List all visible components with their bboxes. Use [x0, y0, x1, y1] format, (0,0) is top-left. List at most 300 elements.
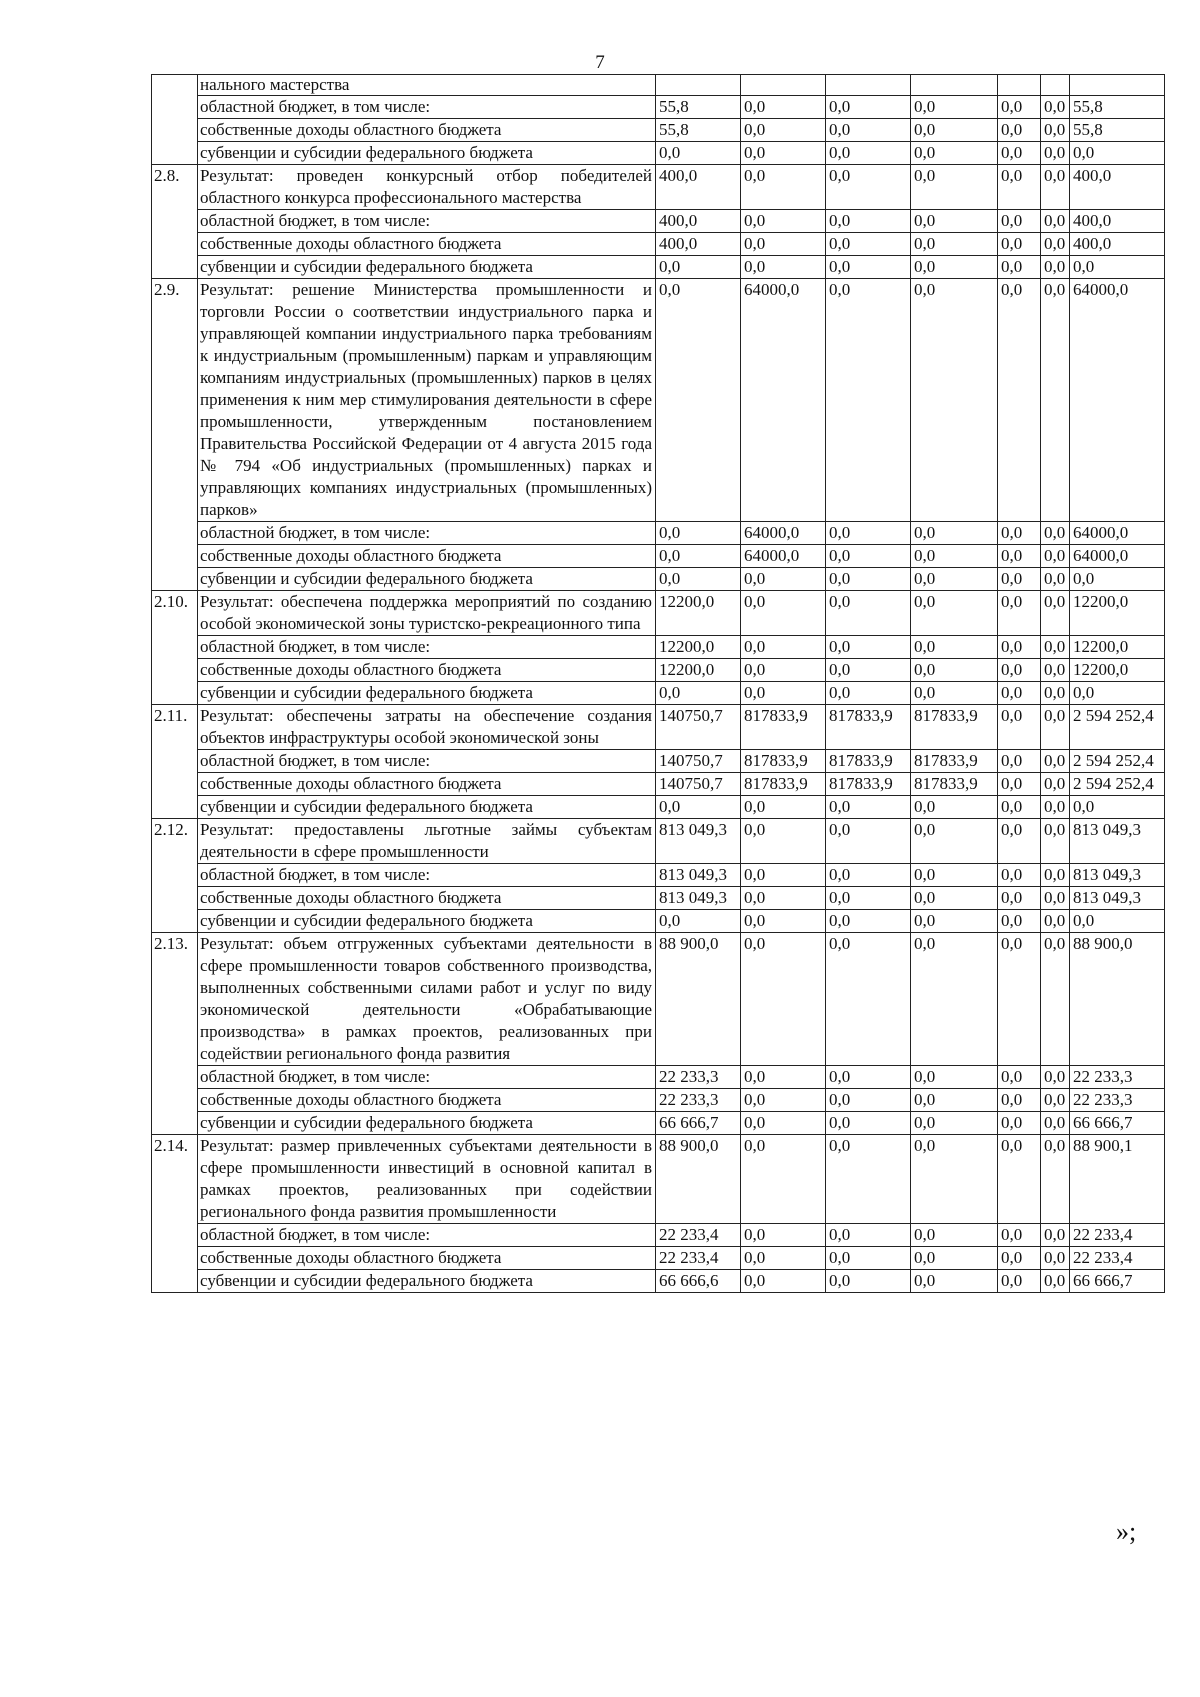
- value-cell: 0,0: [998, 1224, 1041, 1247]
- table-row: [152, 682, 1165, 705]
- table-row: [152, 210, 1165, 233]
- value-cell: 0,0: [826, 591, 911, 636]
- value-cell: 0,0: [741, 1089, 826, 1112]
- result-description-cell: Результат: размер привлеченных субъектами деятельности в сфере промышленности инвестиций в основной капитал в рамках проектов, реализованных при содействии регионального фонда развития промышленности: [198, 1135, 656, 1224]
- value-cell: 0,0: [1070, 910, 1165, 933]
- row-number-cell: 2.10.: [152, 591, 198, 705]
- value-cell: 64000,0: [741, 522, 826, 545]
- value-cell: 2 594 252,4: [1070, 773, 1165, 796]
- value-cell: 400,0: [1070, 165, 1165, 210]
- value-cell: 0,0: [1041, 887, 1070, 910]
- value-cell: 0,0: [826, 887, 911, 910]
- value-cell: 0,0: [1041, 659, 1070, 682]
- value-cell: 817833,9: [826, 773, 911, 796]
- budget-line-cell: собственные доходы областного бюджета: [198, 119, 656, 142]
- value-cell: 0,0: [998, 887, 1041, 910]
- table-row: [152, 522, 1165, 545]
- value-cell: 0,0: [1041, 819, 1070, 864]
- value-cell: 0,0: [741, 1247, 826, 1270]
- value-cell: 817833,9: [826, 750, 911, 773]
- value-cell: 0,0: [826, 279, 911, 522]
- value-cell: 0,0: [1041, 705, 1070, 750]
- value-cell: 0,0: [1041, 142, 1070, 165]
- budget-line-cell: областной бюджет, в том числе:: [198, 1224, 656, 1247]
- value-cell: 0,0: [998, 773, 1041, 796]
- value-cell: 0,0: [1070, 142, 1165, 165]
- value-cell: 817833,9: [911, 750, 998, 773]
- value-cell: 0,0: [1041, 591, 1070, 636]
- value-cell: 0,0: [911, 119, 998, 142]
- value-cell: 813 049,3: [656, 887, 741, 910]
- value-cell: 88 900,0: [656, 1135, 741, 1224]
- value-cell: 0,0: [998, 864, 1041, 887]
- row-number-cell: 2.11.: [152, 705, 198, 819]
- value-cell: 0,0: [911, 96, 998, 119]
- budget-line-cell: субвенции и субсидии федерального бюджета: [198, 568, 656, 591]
- value-cell: 0,0: [998, 119, 1041, 142]
- budget-line-cell: областной бюджет, в том числе:: [198, 636, 656, 659]
- value-cell: 0,0: [998, 256, 1041, 279]
- value-cell: 0,0: [1041, 522, 1070, 545]
- value-cell: 0,0: [911, 864, 998, 887]
- value-cell: 22 233,4: [1070, 1247, 1165, 1270]
- value-cell: [911, 75, 998, 96]
- value-cell: 0,0: [998, 1089, 1041, 1112]
- value-cell: 0,0: [656, 910, 741, 933]
- result-description-cell: Результат: предоставлены льготные займы субъектам деятельности в сфере промышленности: [198, 819, 656, 864]
- value-cell: 817833,9: [741, 750, 826, 773]
- value-cell: 0,0: [911, 887, 998, 910]
- value-cell: 0,0: [998, 682, 1041, 705]
- value-cell: 0,0: [656, 682, 741, 705]
- value-cell: 0,0: [826, 165, 911, 210]
- value-cell: 22 233,4: [1070, 1224, 1165, 1247]
- value-cell: 88 900,1: [1070, 1135, 1165, 1224]
- value-cell: 817833,9: [911, 773, 998, 796]
- value-cell: 0,0: [741, 591, 826, 636]
- budget-line-cell: субвенции и субсидии федерального бюджета: [198, 682, 656, 705]
- value-cell: 0,0: [911, 256, 998, 279]
- value-cell: 0,0: [826, 233, 911, 256]
- value-cell: 400,0: [656, 233, 741, 256]
- table-row: [152, 279, 1165, 522]
- row-number-cell: 2.9.: [152, 279, 198, 591]
- value-cell: 0,0: [998, 142, 1041, 165]
- value-cell: 0,0: [741, 659, 826, 682]
- row-number-cell: 2.8.: [152, 165, 198, 279]
- value-cell: 0,0: [911, 682, 998, 705]
- value-cell: 0,0: [911, 1270, 998, 1293]
- value-cell: 0,0: [998, 279, 1041, 522]
- value-cell: 55,8: [656, 119, 741, 142]
- value-cell: 140750,7: [656, 750, 741, 773]
- value-cell: 0,0: [656, 796, 741, 819]
- table-body: [152, 75, 1165, 1293]
- value-cell: 66 666,7: [1070, 1112, 1165, 1135]
- value-cell: [998, 75, 1041, 96]
- value-cell: 0,0: [741, 864, 826, 887]
- budget-line-cell: собственные доходы областного бюджета: [198, 659, 656, 682]
- value-cell: 0,0: [911, 522, 998, 545]
- budget-line-cell: областной бюджет, в том числе:: [198, 96, 656, 119]
- value-cell: 0,0: [998, 210, 1041, 233]
- value-cell: 0,0: [826, 1112, 911, 1135]
- value-cell: 0,0: [998, 591, 1041, 636]
- budget-line-cell: областной бюджет, в том числе:: [198, 210, 656, 233]
- value-cell: 0,0: [911, 1089, 998, 1112]
- value-cell: 0,0: [1070, 796, 1165, 819]
- value-cell: 0,0: [998, 1247, 1041, 1270]
- value-cell: 0,0: [911, 636, 998, 659]
- budget-line-cell: субвенции и субсидии федерального бюджета: [198, 1112, 656, 1135]
- value-cell: 64000,0: [741, 545, 826, 568]
- value-cell: 0,0: [998, 796, 1041, 819]
- value-cell: 0,0: [656, 545, 741, 568]
- value-cell: 12200,0: [656, 591, 741, 636]
- value-cell: 0,0: [911, 210, 998, 233]
- value-cell: 0,0: [1041, 1270, 1070, 1293]
- value-cell: 817833,9: [741, 773, 826, 796]
- budget-line-cell: субвенции и субсидии федерального бюджета: [198, 1270, 656, 1293]
- value-cell: 0,0: [741, 165, 826, 210]
- value-cell: [1070, 75, 1165, 96]
- table-row: [152, 142, 1165, 165]
- value-cell: 66 666,7: [656, 1112, 741, 1135]
- value-cell: 0,0: [911, 1135, 998, 1224]
- value-cell: 0,0: [741, 119, 826, 142]
- closing-quote-mark: »;: [1116, 1517, 1137, 1546]
- value-cell: 22 233,3: [1070, 1066, 1165, 1089]
- value-cell: 0,0: [826, 796, 911, 819]
- value-cell: 0,0: [741, 910, 826, 933]
- value-cell: 0,0: [826, 142, 911, 165]
- value-cell: 0,0: [911, 1066, 998, 1089]
- table-row: [152, 1224, 1165, 1247]
- value-cell: 0,0: [656, 522, 741, 545]
- budget-line-cell: областной бюджет, в том числе:: [198, 750, 656, 773]
- table-row: [152, 1112, 1165, 1135]
- table-row: [152, 796, 1165, 819]
- value-cell: 0,0: [911, 1224, 998, 1247]
- row-number-cell: 2.13.: [152, 933, 198, 1135]
- row-number-cell: [152, 75, 198, 165]
- value-cell: 0,0: [826, 819, 911, 864]
- value-cell: 0,0: [741, 682, 826, 705]
- value-cell: 0,0: [1070, 256, 1165, 279]
- budget-line-cell: областной бюджет, в том числе:: [198, 1066, 656, 1089]
- value-cell: 0,0: [826, 256, 911, 279]
- value-cell: 0,0: [911, 279, 998, 522]
- value-cell: 22 233,3: [656, 1066, 741, 1089]
- value-cell: 0,0: [741, 636, 826, 659]
- table-row: [152, 819, 1165, 864]
- value-cell: 0,0: [911, 1112, 998, 1135]
- value-cell: 817833,9: [826, 705, 911, 750]
- budget-line-cell: собственные доходы областного бюджета: [198, 233, 656, 256]
- value-cell: 0,0: [1041, 1135, 1070, 1224]
- value-cell: 0,0: [741, 819, 826, 864]
- table-row: [152, 773, 1165, 796]
- value-cell: 55,8: [656, 96, 741, 119]
- value-cell: 0,0: [1041, 773, 1070, 796]
- value-cell: 0,0: [998, 1270, 1041, 1293]
- value-cell: 0,0: [998, 568, 1041, 591]
- value-cell: 0,0: [998, 522, 1041, 545]
- value-cell: 66 666,6: [656, 1270, 741, 1293]
- value-cell: 22 233,4: [656, 1247, 741, 1270]
- value-cell: 0,0: [1041, 1066, 1070, 1089]
- value-cell: 813 049,3: [656, 864, 741, 887]
- value-cell: 0,0: [998, 819, 1041, 864]
- value-cell: 0,0: [1041, 545, 1070, 568]
- result-description-cell: Результат: проведен конкурсный отбор победителей областного конкурса профессионального мастерства: [198, 165, 656, 210]
- budget-line-cell: собственные доходы областного бюджета: [198, 773, 656, 796]
- value-cell: 0,0: [911, 591, 998, 636]
- value-cell: 0,0: [998, 659, 1041, 682]
- value-cell: 0,0: [911, 1247, 998, 1270]
- value-cell: 0,0: [1041, 682, 1070, 705]
- value-cell: 0,0: [911, 233, 998, 256]
- value-cell: 64000,0: [1070, 545, 1165, 568]
- value-cell: 0,0: [741, 1270, 826, 1293]
- value-cell: 0,0: [911, 819, 998, 864]
- value-cell: 0,0: [911, 568, 998, 591]
- budget-line-cell: собственные доходы областного бюджета: [198, 545, 656, 568]
- value-cell: 0,0: [998, 1066, 1041, 1089]
- value-cell: [826, 75, 911, 96]
- table-row: [152, 119, 1165, 142]
- value-cell: 2 594 252,4: [1070, 750, 1165, 773]
- result-description-cell: Результат: решение Министерства промышленности и торговли России о соответствии индустриального парка и управляющей компании индустриального парка требованиям к индустриальным (промышленным) паркам и управляющим компаниям индустриальных (промышленных) парков в целях применения к ним мер стимулирования деятельности в сфере промышленности, утвержденным постановлением Правительства Российской Федерации от 4 августа 2015 года № 794 «Об индустриальных (промышленных) парках и управляющих компаниях индустриальных (промышленных) парков»: [198, 279, 656, 522]
- value-cell: 400,0: [656, 210, 741, 233]
- table-row: [152, 96, 1165, 119]
- budget-table: [151, 74, 1165, 1293]
- value-cell: 12200,0: [656, 636, 741, 659]
- value-cell: 0,0: [998, 910, 1041, 933]
- value-cell: 0,0: [1041, 568, 1070, 591]
- budget-line-cell: субвенции и субсидии федерального бюджета: [198, 142, 656, 165]
- value-cell: 0,0: [826, 545, 911, 568]
- budget-line-cell: субвенции и субсидии федерального бюджета: [198, 256, 656, 279]
- value-cell: 0,0: [741, 1066, 826, 1089]
- value-cell: 0,0: [998, 705, 1041, 750]
- table-row: [152, 1135, 1165, 1224]
- budget-line-cell: областной бюджет, в том числе:: [198, 864, 656, 887]
- table-row: [152, 256, 1165, 279]
- table-row: [152, 933, 1165, 1066]
- value-cell: 0,0: [741, 96, 826, 119]
- value-cell: [656, 75, 741, 96]
- value-cell: 0,0: [1041, 256, 1070, 279]
- table-row: [152, 233, 1165, 256]
- value-cell: [741, 75, 826, 96]
- result-description-cell: Результат: обеспечена поддержка мероприятий по созданию особой экономической зоны туристско-рекреационного типа: [198, 591, 656, 636]
- value-cell: 0,0: [826, 522, 911, 545]
- value-cell: 0,0: [911, 933, 998, 1066]
- table-row: [152, 1066, 1165, 1089]
- value-cell: 0,0: [741, 568, 826, 591]
- value-cell: 0,0: [826, 910, 911, 933]
- value-cell: 0,0: [741, 796, 826, 819]
- value-cell: 0,0: [826, 1247, 911, 1270]
- value-cell: 12200,0: [1070, 636, 1165, 659]
- row-number-cell: 2.12.: [152, 819, 198, 933]
- table-row: [152, 1247, 1165, 1270]
- value-cell: 0,0: [1041, 864, 1070, 887]
- value-cell: 88 900,0: [1070, 933, 1165, 1066]
- value-cell: 64000,0: [1070, 522, 1165, 545]
- value-cell: 400,0: [1070, 233, 1165, 256]
- value-cell: 0,0: [1041, 910, 1070, 933]
- value-cell: 22 233,3: [1070, 1089, 1165, 1112]
- value-cell: 22 233,3: [656, 1089, 741, 1112]
- value-cell: 0,0: [826, 682, 911, 705]
- value-cell: 0,0: [826, 1224, 911, 1247]
- value-cell: 0,0: [741, 887, 826, 910]
- value-cell: 0,0: [998, 545, 1041, 568]
- result-description-cell: Результат: объем отгруженных субъектами деятельности в сфере промышленности товаров собственного производства, выполненных собственными силами работ и услуг по виду экономической деятельности «Обрабатывающие производства» в рамках проектов, реализованных при содействии регионального фонда развития: [198, 933, 656, 1066]
- value-cell: 0,0: [1041, 1247, 1070, 1270]
- value-cell: 0,0: [741, 1112, 826, 1135]
- value-cell: 0,0: [1041, 96, 1070, 119]
- value-cell: 0,0: [656, 142, 741, 165]
- value-cell: 55,8: [1070, 96, 1165, 119]
- value-cell: 0,0: [1041, 1112, 1070, 1135]
- value-cell: 0,0: [1041, 636, 1070, 659]
- value-cell: 0,0: [1041, 750, 1070, 773]
- table-row: [152, 636, 1165, 659]
- value-cell: 66 666,7: [1070, 1270, 1165, 1293]
- value-cell: 64000,0: [1070, 279, 1165, 522]
- budget-line-cell: субвенции и субсидии федерального бюджета: [198, 910, 656, 933]
- budget-line-cell: собственные доходы областного бюджета: [198, 1247, 656, 1270]
- value-cell: 817833,9: [911, 705, 998, 750]
- table-row: [152, 910, 1165, 933]
- value-cell: [1041, 75, 1070, 96]
- value-cell: 0,0: [1041, 796, 1070, 819]
- value-cell: 813 049,3: [1070, 887, 1165, 910]
- value-cell: 0,0: [998, 933, 1041, 1066]
- value-cell: 0,0: [741, 142, 826, 165]
- table-row: [152, 750, 1165, 773]
- value-cell: 0,0: [826, 1135, 911, 1224]
- value-cell: 0,0: [1041, 210, 1070, 233]
- value-cell: 817833,9: [741, 705, 826, 750]
- table-row: [152, 659, 1165, 682]
- value-cell: 0,0: [1041, 1089, 1070, 1112]
- value-cell: 0,0: [1070, 568, 1165, 591]
- value-cell: 0,0: [1041, 165, 1070, 210]
- budget-line-cell: областной бюджет, в том числе:: [198, 522, 656, 545]
- value-cell: 0,0: [911, 796, 998, 819]
- value-cell: 813 049,3: [1070, 864, 1165, 887]
- value-cell: 0,0: [1041, 933, 1070, 1066]
- table-row: [152, 864, 1165, 887]
- value-cell: 0,0: [1041, 119, 1070, 142]
- value-cell: 12200,0: [1070, 659, 1165, 682]
- value-cell: 0,0: [998, 1112, 1041, 1135]
- value-cell: 0,0: [911, 545, 998, 568]
- result-description-cell: Результат: обеспечены затраты на обеспечение создания объектов инфраструктуры особой экономической зоны: [198, 705, 656, 750]
- value-cell: 400,0: [656, 165, 741, 210]
- value-cell: 0,0: [911, 142, 998, 165]
- value-cell: 0,0: [998, 96, 1041, 119]
- page-number: 7: [595, 52, 605, 73]
- table-row: [152, 705, 1165, 750]
- value-cell: 0,0: [911, 910, 998, 933]
- row-number-cell: 2.14.: [152, 1135, 198, 1293]
- table-row: [152, 545, 1165, 568]
- value-cell: 0,0: [826, 636, 911, 659]
- value-cell: 0,0: [656, 279, 741, 522]
- value-cell: 12200,0: [1070, 591, 1165, 636]
- value-cell: 0,0: [911, 659, 998, 682]
- value-cell: 0,0: [1041, 233, 1070, 256]
- value-cell: 0,0: [1070, 682, 1165, 705]
- value-cell: 0,0: [826, 659, 911, 682]
- value-cell: 140750,7: [656, 705, 741, 750]
- value-cell: 0,0: [998, 1135, 1041, 1224]
- value-cell: 0,0: [911, 165, 998, 210]
- value-cell: 0,0: [741, 1135, 826, 1224]
- budget-line-cell: нального мастерства: [198, 75, 656, 96]
- value-cell: 0,0: [656, 256, 741, 279]
- value-cell: 0,0: [998, 233, 1041, 256]
- value-cell: 0,0: [998, 636, 1041, 659]
- value-cell: 0,0: [826, 96, 911, 119]
- value-cell: 0,0: [741, 933, 826, 1066]
- value-cell: 813 049,3: [656, 819, 741, 864]
- value-cell: 0,0: [998, 750, 1041, 773]
- value-cell: 813 049,3: [1070, 819, 1165, 864]
- value-cell: 22 233,4: [656, 1224, 741, 1247]
- value-cell: 0,0: [741, 210, 826, 233]
- table-row: [152, 165, 1165, 210]
- value-cell: 0,0: [826, 1089, 911, 1112]
- value-cell: 12200,0: [656, 659, 741, 682]
- value-cell: 0,0: [826, 568, 911, 591]
- value-cell: 0,0: [1041, 279, 1070, 522]
- value-cell: 0,0: [656, 568, 741, 591]
- value-cell: 0,0: [826, 933, 911, 1066]
- table-row: [152, 591, 1165, 636]
- value-cell: 0,0: [741, 256, 826, 279]
- value-cell: 0,0: [1041, 1224, 1070, 1247]
- table-row: [152, 1089, 1165, 1112]
- budget-line-cell: субвенции и субсидии федерального бюджета: [198, 796, 656, 819]
- value-cell: 55,8: [1070, 119, 1165, 142]
- value-cell: 0,0: [826, 210, 911, 233]
- table-row: [152, 1270, 1165, 1293]
- value-cell: 0,0: [998, 165, 1041, 210]
- value-cell: 0,0: [741, 233, 826, 256]
- value-cell: 0,0: [826, 119, 911, 142]
- value-cell: 0,0: [826, 1066, 911, 1089]
- value-cell: 0,0: [826, 1270, 911, 1293]
- value-cell: 64000,0: [741, 279, 826, 522]
- value-cell: 0,0: [826, 864, 911, 887]
- value-cell: 140750,7: [656, 773, 741, 796]
- value-cell: 400,0: [1070, 210, 1165, 233]
- table-row: [152, 568, 1165, 591]
- table-row: [152, 887, 1165, 910]
- budget-line-cell: собственные доходы областного бюджета: [198, 887, 656, 910]
- budget-line-cell: собственные доходы областного бюджета: [198, 1089, 656, 1112]
- value-cell: 88 900,0: [656, 933, 741, 1066]
- table-row: [152, 75, 1165, 96]
- value-cell: 2 594 252,4: [1070, 705, 1165, 750]
- value-cell: 0,0: [741, 1224, 826, 1247]
